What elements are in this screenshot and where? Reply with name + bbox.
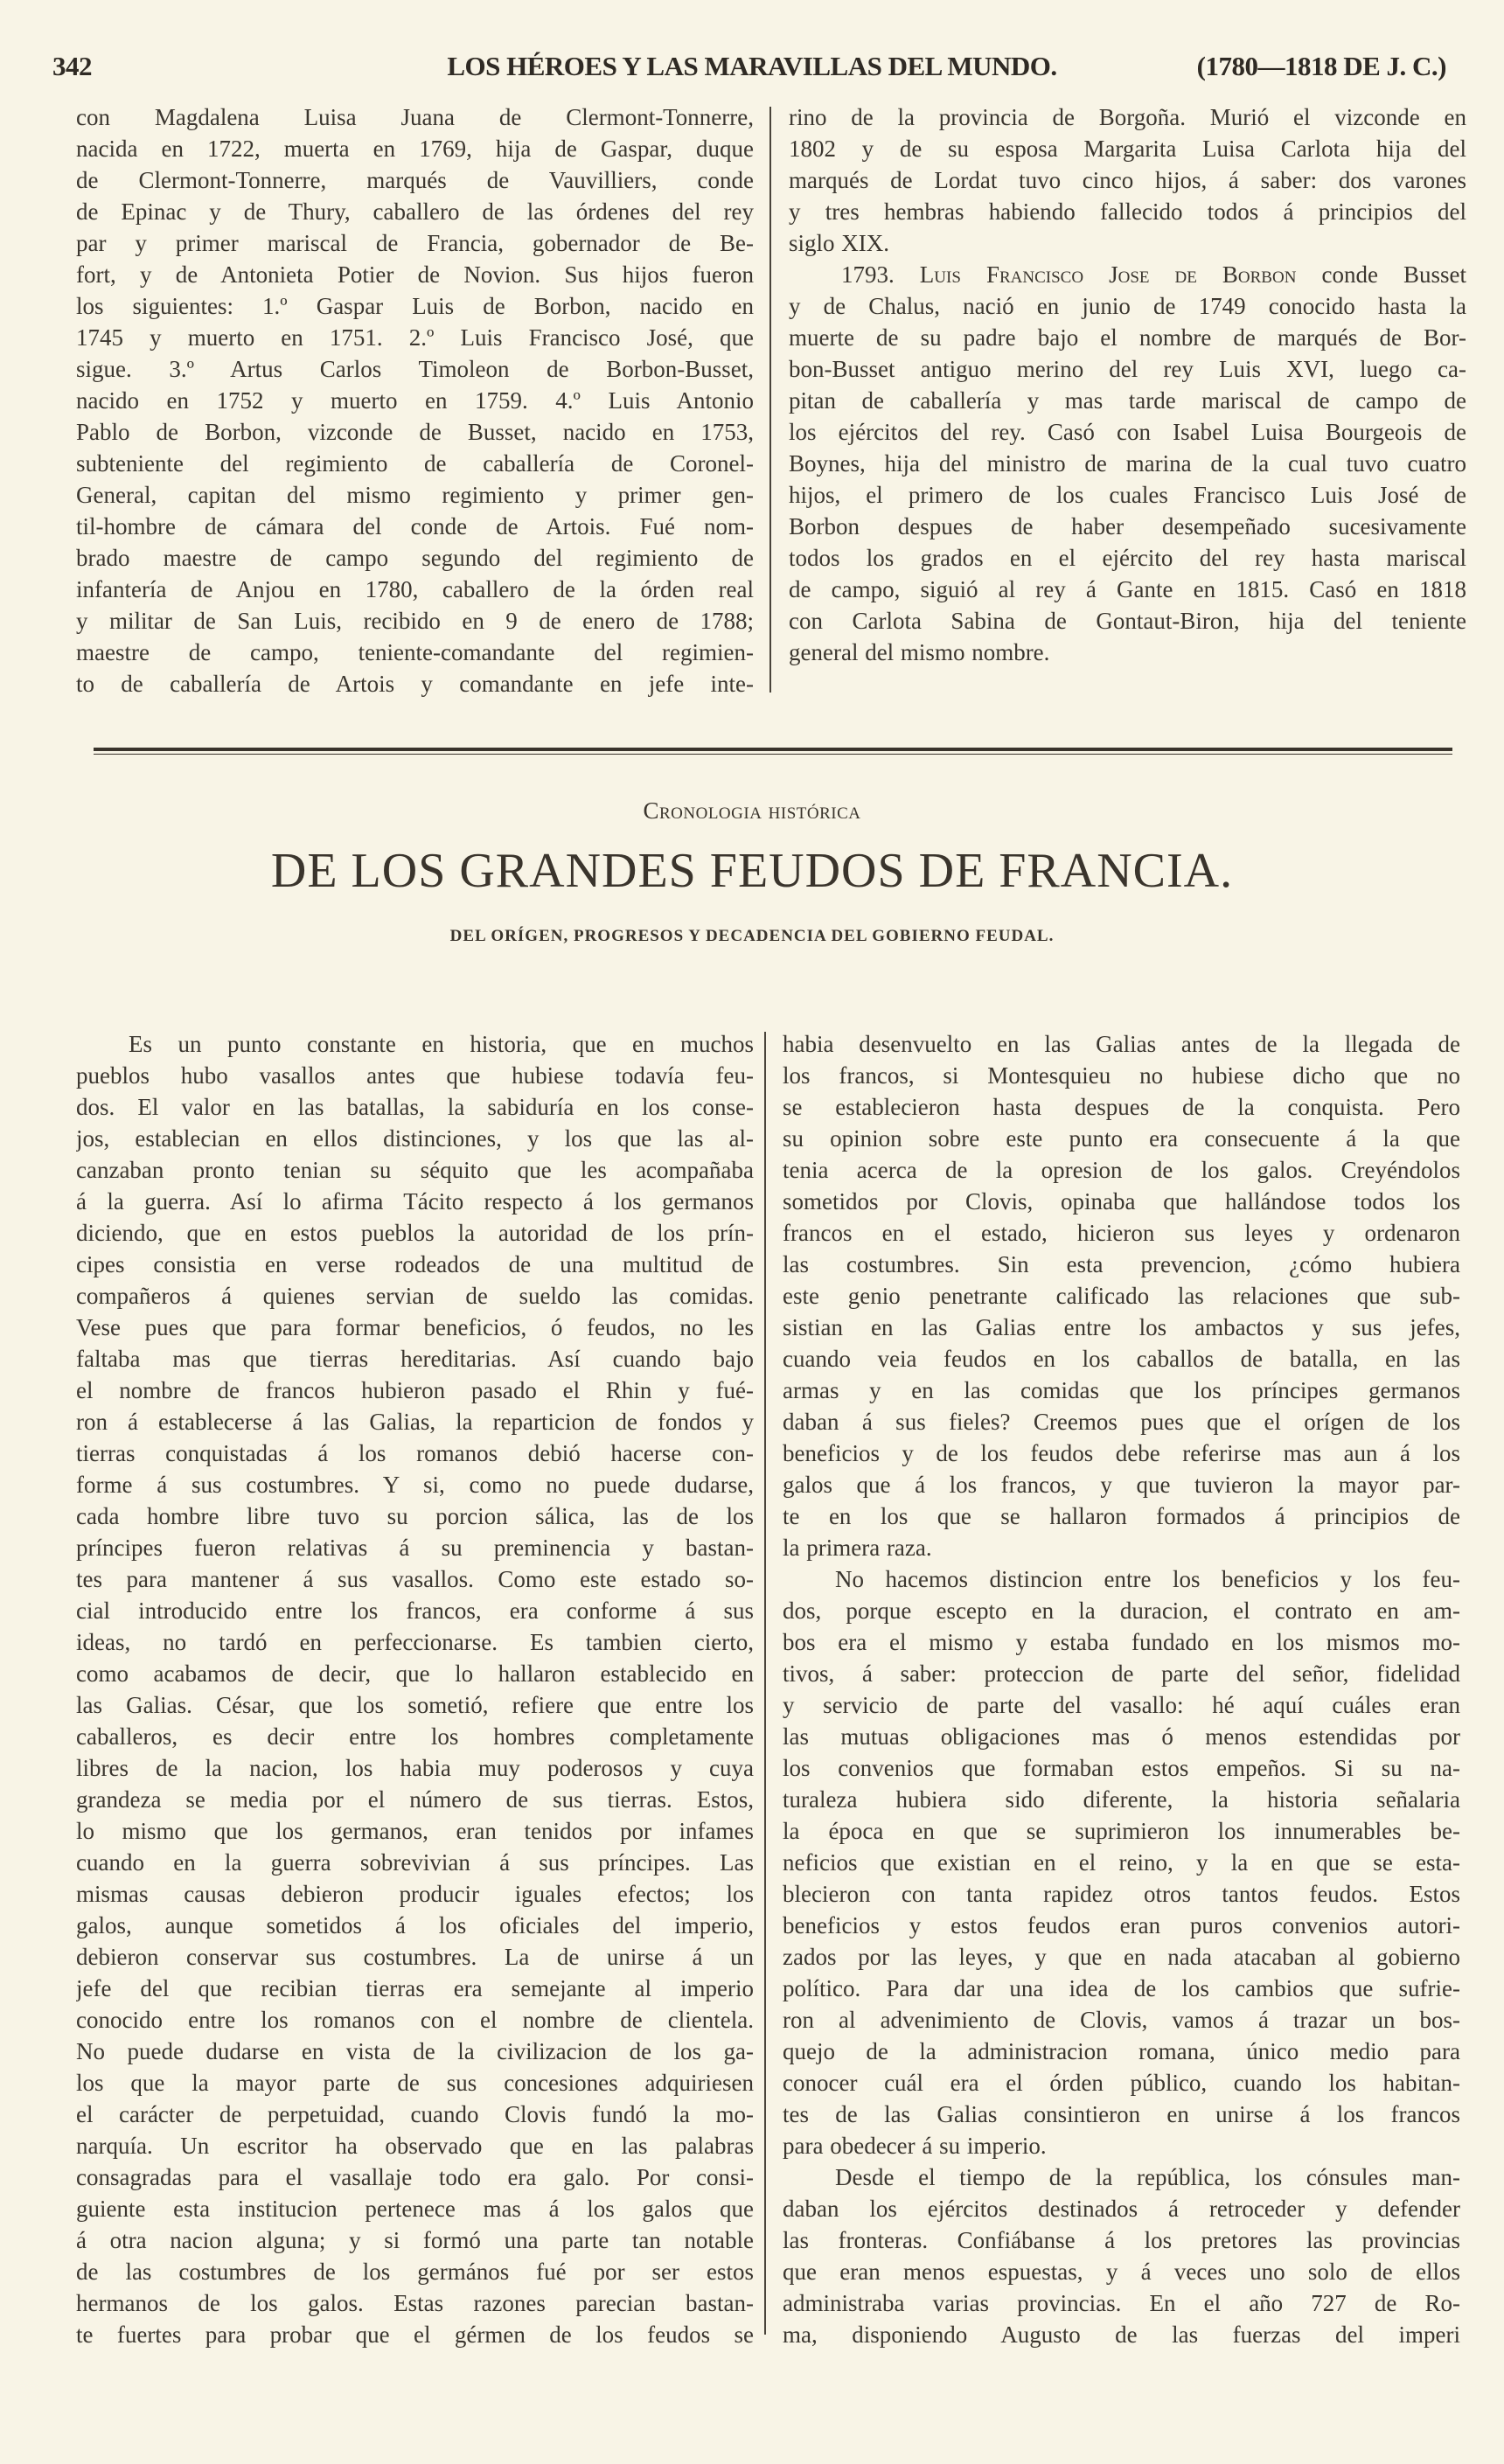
text-line: con Magdalena Luisa Juana de Clermont-Tonnerre,	[76, 104, 754, 130]
text-line: debieron conservar sus costumbres. La de unirse á un	[76, 1944, 754, 1970]
entry-name: Luis Francisco Jose de Borbon	[919, 261, 1297, 288]
text-line: las Galias. César, que los sometió, refiere que entre los	[76, 1692, 754, 1718]
paragraph	[76, 101, 754, 700]
text-line: hermanos de los galos. Estas razones parecian bastan-	[76, 2290, 754, 2316]
text-line: general del mismo nombre.	[789, 639, 1050, 665]
text-line: Pablo de Borbon, vizconde de Busset, nacido en 1753,	[76, 419, 754, 445]
running-title: LOS HÉROES Y LAS MARAVILLAS DEL MUNDO.	[447, 51, 1057, 81]
text-line: conocer cuál era el órden público, cuando los habitan-	[783, 2070, 1460, 2096]
text-line: los siguientes: 1.º Gaspar Luis de Borbon, nacido en	[76, 293, 754, 319]
text-line: como acabamos de decir, que lo hallaron establecido en	[76, 1660, 754, 1687]
text-line: el nombre de francos hubieron pasado el Rhin y fué-	[76, 1377, 754, 1403]
text-line: 1802 y de su esposa Margarita Luisa Carlota hija del	[789, 136, 1466, 162]
text-line: turaleza hubiera sido diferente, la historia señalaria	[783, 1786, 1460, 1813]
column-divider	[769, 107, 771, 693]
text-line: pitan de caballería y mas tarde mariscal de campo de	[789, 387, 1466, 414]
text-line: Borbon despues de haber desempeñado sucesivamente	[789, 513, 1466, 539]
text-line: ron al advenimiento de Clovis, vamos á trazar un bos-	[783, 2007, 1460, 2033]
text-line: blecieron con tanta rapidez otros tantos feudos. Estos	[783, 1881, 1460, 1907]
text-line: narquía. Un escritor ha observado que en las palabras	[76, 2133, 754, 2159]
text-line: nacido en 1752 y muerto en 1759. 4.º Luis Antonio	[76, 387, 754, 414]
text-line: las mutuas obligaciones mas ó menos estendidas por	[783, 1723, 1460, 1750]
paragraph	[789, 259, 1466, 668]
text-line: to de caballería de Artois y comandante en jefe inte-	[76, 671, 754, 697]
text-line: General, capitan del mismo regimiento y primer gen-	[76, 482, 754, 508]
text-line: de Epinac y de Thury, caballero de las órdenes del rey	[76, 198, 754, 225]
text-line: mismas causas debieron producir iguales efectos; los	[76, 1881, 754, 1907]
text-line: á la guerra. Así lo afirma Tácito respecto á los germanos	[76, 1188, 754, 1215]
text-line: caballeros, es decir entre los hombres completamente	[76, 1723, 754, 1750]
text-line: para obedecer á su imperio.	[783, 2133, 1047, 2159]
paragraph	[783, 1028, 1460, 1563]
text-line: No puede dudarse en vista de la civilizacion de los ga-	[76, 2038, 754, 2064]
text-line: lo mismo que los germanos, eran tenidos por infames	[76, 1818, 754, 1844]
text-line: bos era el mismo y estaba fundado en los mismos mo-	[783, 1629, 1460, 1655]
page-number: 342	[52, 51, 92, 81]
text-line: brado maestre de campo segundo del regimiento de	[76, 545, 754, 571]
text-line: la época en que se suprimieron los innumerables be-	[783, 1818, 1460, 1844]
text-line: galos, aunque sometidos á los oficiales del imperio,	[76, 1912, 754, 1938]
text-line: tivos, á saber: proteccion de parte del señor, fidelidad	[783, 1660, 1460, 1687]
text-line: todos los grados en el ejército del rey hasta mariscal	[789, 545, 1466, 571]
text-line: maestre de campo, teniente-comandante del regimien-	[76, 639, 754, 665]
text-line: 1745 y muerto en 1751. 2.º Luis Francisco José, que	[76, 324, 754, 351]
entry-year: 1793.	[841, 261, 895, 288]
text-line: grandeza se media por el número de sus tierras. Estos,	[76, 1786, 754, 1813]
text-line: tes para mantener á sus vasallos. Como este estado so-	[76, 1566, 754, 1592]
text-line: hijos, el primero de los cuales Francisco Luis José de	[789, 482, 1466, 508]
text-line: daban á sus fieles? Creemos pues que el orígen de los	[783, 1409, 1460, 1435]
text-line: nacida en 1722, muerta en 1769, hija de Gaspar, duque	[76, 136, 754, 162]
text-line: las costumbres. Sin esta prevencion, ¿cómo hubiera	[783, 1251, 1460, 1277]
text-line: y militar de San Luis, recibido en 9 de enero de 1788;	[76, 608, 754, 634]
text-line: su opinion sobre este punto era consecuente á la que	[783, 1125, 1460, 1152]
text-line: cada hombre libre tuvo su porcion sálica, las de los	[76, 1503, 754, 1529]
text-line: la primera raza.	[783, 1535, 932, 1561]
text-line: ron á establecerse á las Galias, la reparticion de fondos y	[76, 1409, 754, 1435]
text-line: y de Chalus, nació en junio de 1749 conocido hasta la	[789, 293, 1466, 319]
body-right-column	[783, 1028, 1460, 2350]
text-line: neficios que existian en el reino, y la en que se esta-	[783, 1849, 1460, 1876]
text-line: el carácter de perpetuidad, cuando Clovis fundó la mo-	[76, 2101, 754, 2127]
text-line: daban los ejércitos destinados á retroceder y defender	[783, 2196, 1460, 2222]
text-line: consagradas para el vasallaje todo era galo. Por consi-	[76, 2164, 754, 2190]
text-line: de Clermont-Tonnerre, marqués de Vauvilliers, conde	[76, 167, 754, 193]
text-line: compañeros á quienes servian de sueldo las comidas.	[76, 1283, 754, 1309]
text-line: bon-Busset antiguo merino del rey Luis XVI, luego ca-	[789, 356, 1466, 382]
text-line: á otra nacion alguna; y si formó una parte tan notable	[76, 2227, 754, 2253]
text-line: libres de la nacion, los habia muy poderosos y cuya	[76, 1755, 754, 1781]
text-line: beneficios y de los feudos debe referirse mas aun á los	[783, 1440, 1460, 1466]
text-line: fort, y de Antonieta Potier de Novion. Sus hijos fueron	[76, 261, 754, 288]
text-line: te en los que se hallaron formados á principios de	[783, 1503, 1460, 1529]
section-subtitle: DEL ORÍGEN, PROGRESOS Y DECADENCIA DEL GOBIERNO FEUDAL.	[449, 927, 1055, 945]
text-line: guiente esta institucion pertenece mas á los galos que	[76, 2196, 754, 2222]
text-line: político. Para dar una idea de los cambios que sufrie-	[783, 1975, 1460, 2001]
section-kicker: Cronologia histórica	[643, 797, 861, 824]
text-line: sistian en las Galias entre los ambactos y sus jefes,	[783, 1314, 1460, 1340]
text-line: con Carlota Sabina de Gontaut-Biron, hija del teniente	[789, 608, 1466, 634]
text-line: sometidos por Clovis, opinaba que hallándose todos los	[783, 1188, 1460, 1215]
text-line: cipes consistia en verse rodeados de una multitud de	[76, 1251, 754, 1277]
text-line: par y primer mariscal de Francia, gobernador de Be-	[76, 230, 754, 256]
text-line: dos. El valor en las batallas, la sabiduría en los conse-	[76, 1094, 754, 1120]
text-line: infantería de Anjou en 1780, caballero de la órden real	[76, 576, 754, 602]
text-line: francos en el estado, hicieron sus leyes y ordenaron	[783, 1220, 1460, 1246]
text-line: jos, establecian en ellos distinciones, y los que las al-	[76, 1125, 754, 1152]
paragraph	[783, 1563, 1460, 2161]
text-line: príncipes fueron relativas á su preminencia y bastan-	[76, 1535, 754, 1561]
text-line: dos, porque escepto en la duracion, el contrato en am-	[783, 1597, 1460, 1624]
text-line: y tres hembras habiendo fallecido todos á principios del	[789, 198, 1466, 225]
column-divider	[764, 1032, 766, 2335]
text-line: Boynes, hija del ministro de marina de la cual tuvo cuatro	[789, 450, 1466, 477]
text-line: jefe del que recibian tierras era semejante al imperio	[76, 1975, 754, 2001]
text-line: til-hombre de cámara del conde de Artois. Fué nom-	[76, 513, 754, 539]
text-line: se establecieron hasta despues de la conquista. Pero	[783, 1094, 1460, 1120]
text-line: los francos, si Montesquieu no hubiese dicho que no	[783, 1062, 1460, 1089]
text-line: habia desenvuelto en las Galias antes de la llegada de	[783, 1031, 1460, 1057]
text-line: Vese pues que para formar beneficios, ó feudos, no les	[76, 1314, 754, 1340]
text-line: ma, disponiendo Augusto de las fuerzas del imperi	[783, 2321, 1460, 2348]
text-line: Es un punto constante en historia, que en muchos	[129, 1031, 754, 1057]
section-rule-thin	[94, 754, 1452, 755]
text-line: y servicio de parte del vasallo: hé aquí cuáles eran	[783, 1692, 1460, 1718]
text-line: las fronteras. Confiábanse á los pretores las provincias	[783, 2227, 1460, 2253]
text-line: cuando veia feudos en los caballos de batalla, en las	[783, 1346, 1460, 1372]
text-line: tierras conquistadas á los romanos debió hacerse con-	[76, 1440, 754, 1466]
paragraph	[789, 101, 1466, 259]
text-line: de campo, siguió al rey á Gante en 1815. Casó en 1818	[789, 576, 1466, 602]
text-line: tenia acerca de la opresion de los galos. Creyéndolos	[783, 1157, 1460, 1183]
text-line: de las costumbres de los germános fué por ser estos	[76, 2259, 754, 2285]
text-line: administraba varias provincias. En el año 727 de Ro-	[783, 2290, 1460, 2316]
body-left-column	[76, 1028, 754, 2350]
text-line	[789, 259, 1466, 290]
text-line: los que la mayor parte de sus concesiones adquiriesen	[76, 2070, 754, 2096]
top-left-column	[76, 101, 754, 700]
text-line: rino de la provincia de Borgoña. Murió el vizconde en	[789, 104, 1466, 130]
text-line: quejo de la administracion romana, único medio para	[783, 2038, 1460, 2064]
text-line: cuando en la guerra sobrevivian á sus príncipes. Las	[76, 1849, 754, 1876]
date-range: (1780—1818 DE J. C.)	[1196, 51, 1446, 81]
top-right-column	[789, 101, 1466, 668]
text-line: faltaba mas que tierras hereditarias. Así cuando bajo	[76, 1346, 754, 1372]
text-line: cial introducido entre los francos, era conforme á sus	[76, 1597, 754, 1624]
text-line: beneficios y estos feudos eran puros convenios autori-	[783, 1912, 1460, 1938]
paragraph	[76, 1028, 754, 2350]
text-line: los convenios que formaban estos empeños. Si su na-	[783, 1755, 1460, 1781]
text-line: sigue. 3.º Artus Carlos Timoleon de Borbon-Busset,	[76, 356, 754, 382]
text-line: pueblos hubo vasallos antes que hubiese todavía feu-	[76, 1062, 754, 1089]
text-line: muerte de su padre bajo el nombre de marqués de Bor-	[789, 324, 1466, 351]
text-line: No hacemos distincion entre los beneficios y los feu-	[835, 1566, 1460, 1592]
text-line: zados por las leyes, y que en nada atacaban al gobierno	[783, 1944, 1460, 1970]
entry-text: conde Busset	[1321, 261, 1466, 288]
text-line: forme á sus costumbres. Y si, como no puede dudarse,	[76, 1472, 754, 1498]
text-line: marqués de Lordat tuvo cinco hijos, á saber: dos varones	[789, 167, 1466, 193]
text-line: conocido entre los romanos con el nombre de clientela.	[76, 2007, 754, 2033]
text-line: los ejércitos del rey. Casó con Isabel Luisa Bourgeois de	[789, 419, 1466, 445]
text-line: este genio penetrante calificado las relaciones que sub-	[783, 1283, 1460, 1309]
text-line: siglo XIX.	[789, 230, 889, 256]
text-line: tes de las Galias consintieron en unirse á los francos	[783, 2101, 1460, 2127]
text-line: te fuertes para probar que el gérmen de los feudos se	[76, 2321, 754, 2348]
text-line: armas y en las comidas que los príncipes germanos	[783, 1377, 1460, 1403]
section-title: DE LOS GRANDES FEUDOS DE FRANCIA.	[270, 844, 1234, 898]
section-rule-thick	[94, 748, 1452, 751]
text-line: canzaban pronto tenian su séquito que les acompañaba	[76, 1157, 754, 1183]
text-line: diciendo, que en estos pueblos la autoridad de los prín-	[76, 1220, 754, 1246]
paragraph	[783, 2161, 1460, 2350]
text-line: galos que á los francos, y que tuvieron la mayor par-	[783, 1472, 1460, 1498]
text-line: Desde el tiempo de la república, los cónsules man-	[835, 2164, 1460, 2190]
text-line: ideas, no tardó en perfeccionarse. Es tambien cierto,	[76, 1629, 754, 1655]
text-line: que eran menos espuestas, y á veces uno solo de ellos	[783, 2259, 1460, 2285]
text-line: subteniente del regimiento de caballería de Coronel-	[76, 450, 754, 477]
